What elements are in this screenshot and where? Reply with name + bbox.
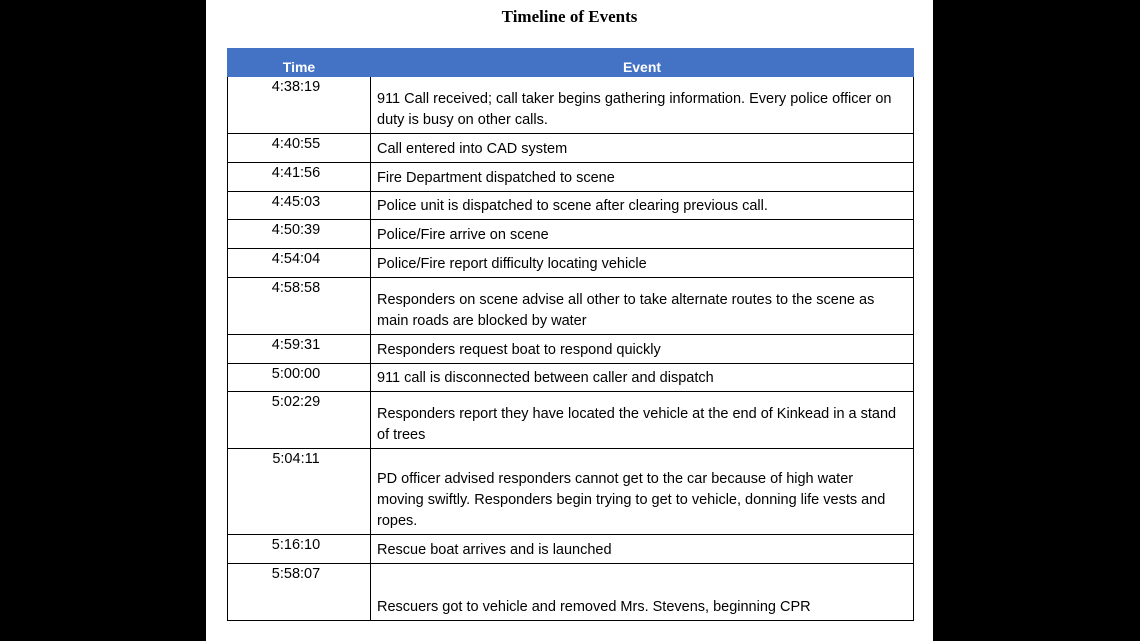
row-event: 911 Call received; call taker begins gathering information. Every police officer on duty is busy on other calls.: [371, 77, 914, 134]
table-row: [228, 77, 914, 134]
table-row: [228, 278, 914, 335]
row-event: Rescuers got to vehicle and removed Mrs. Stevens, beginning CPR: [371, 564, 914, 621]
table-row: [228, 564, 914, 621]
row-event: 911 call is disconnected between caller and dispatch: [371, 364, 914, 392]
row-time: 5:00:00: [228, 364, 371, 392]
row-time: 4:38:19: [228, 77, 371, 134]
row-event: Police unit is dispatched to scene after clearing previous call.: [371, 192, 914, 220]
row-time: 5:58:07: [228, 564, 371, 621]
row-time: 4:58:58: [228, 278, 371, 335]
row-time: 4:41:56: [228, 163, 371, 192]
row-time: 4:45:03: [228, 192, 371, 220]
row-event: Rescue boat arrives and is launched: [371, 535, 914, 564]
document-title: Timeline of Events: [501, 7, 638, 26]
row-event: Police/Fire report difficulty locating vehicle: [371, 249, 914, 278]
row-time: 5:02:29: [228, 392, 371, 449]
row-event: PD officer advised responders cannot get to the car because of high water moving swiftly. Responders begin trying to get to vehicle, donning life vests and ropes.: [371, 449, 914, 535]
row-time: 4:54:04: [228, 249, 371, 278]
row-time: 5:16:10: [228, 535, 371, 564]
column-header-event: Event: [371, 49, 914, 77]
row-event: Fire Department dispatched to scene: [371, 163, 914, 192]
table-row: [228, 134, 914, 163]
row-event: Police/Fire arrive on scene: [371, 220, 914, 249]
table-row: [228, 335, 914, 364]
row-time: 5:04:11: [228, 449, 371, 535]
table-row: [228, 249, 914, 278]
timeline-table: [227, 48, 914, 621]
table-row: [228, 192, 914, 220]
table-row: [228, 535, 914, 564]
table-row: [228, 220, 914, 249]
document-page: [206, 0, 933, 641]
table-header: [228, 49, 914, 77]
row-time: 4:50:39: [228, 220, 371, 249]
column-header-time: Time: [228, 49, 371, 77]
table-row: [228, 364, 914, 392]
row-time: 4:59:31: [228, 335, 371, 364]
table-row: [228, 163, 914, 192]
row-event: Responders on scene advise all other to take alternate routes to the scene as main roads are blocked by water: [371, 278, 914, 335]
row-event: Responders report they have located the vehicle at the end of Kinkead in a stand of trees: [371, 392, 914, 449]
table-body: [228, 77, 914, 621]
table-row: [228, 449, 914, 535]
row-event: Call entered into CAD system: [371, 134, 914, 163]
row-time: 4:40:55: [228, 134, 371, 163]
row-event: Responders request boat to respond quickly: [371, 335, 914, 364]
table-row: [228, 392, 914, 449]
